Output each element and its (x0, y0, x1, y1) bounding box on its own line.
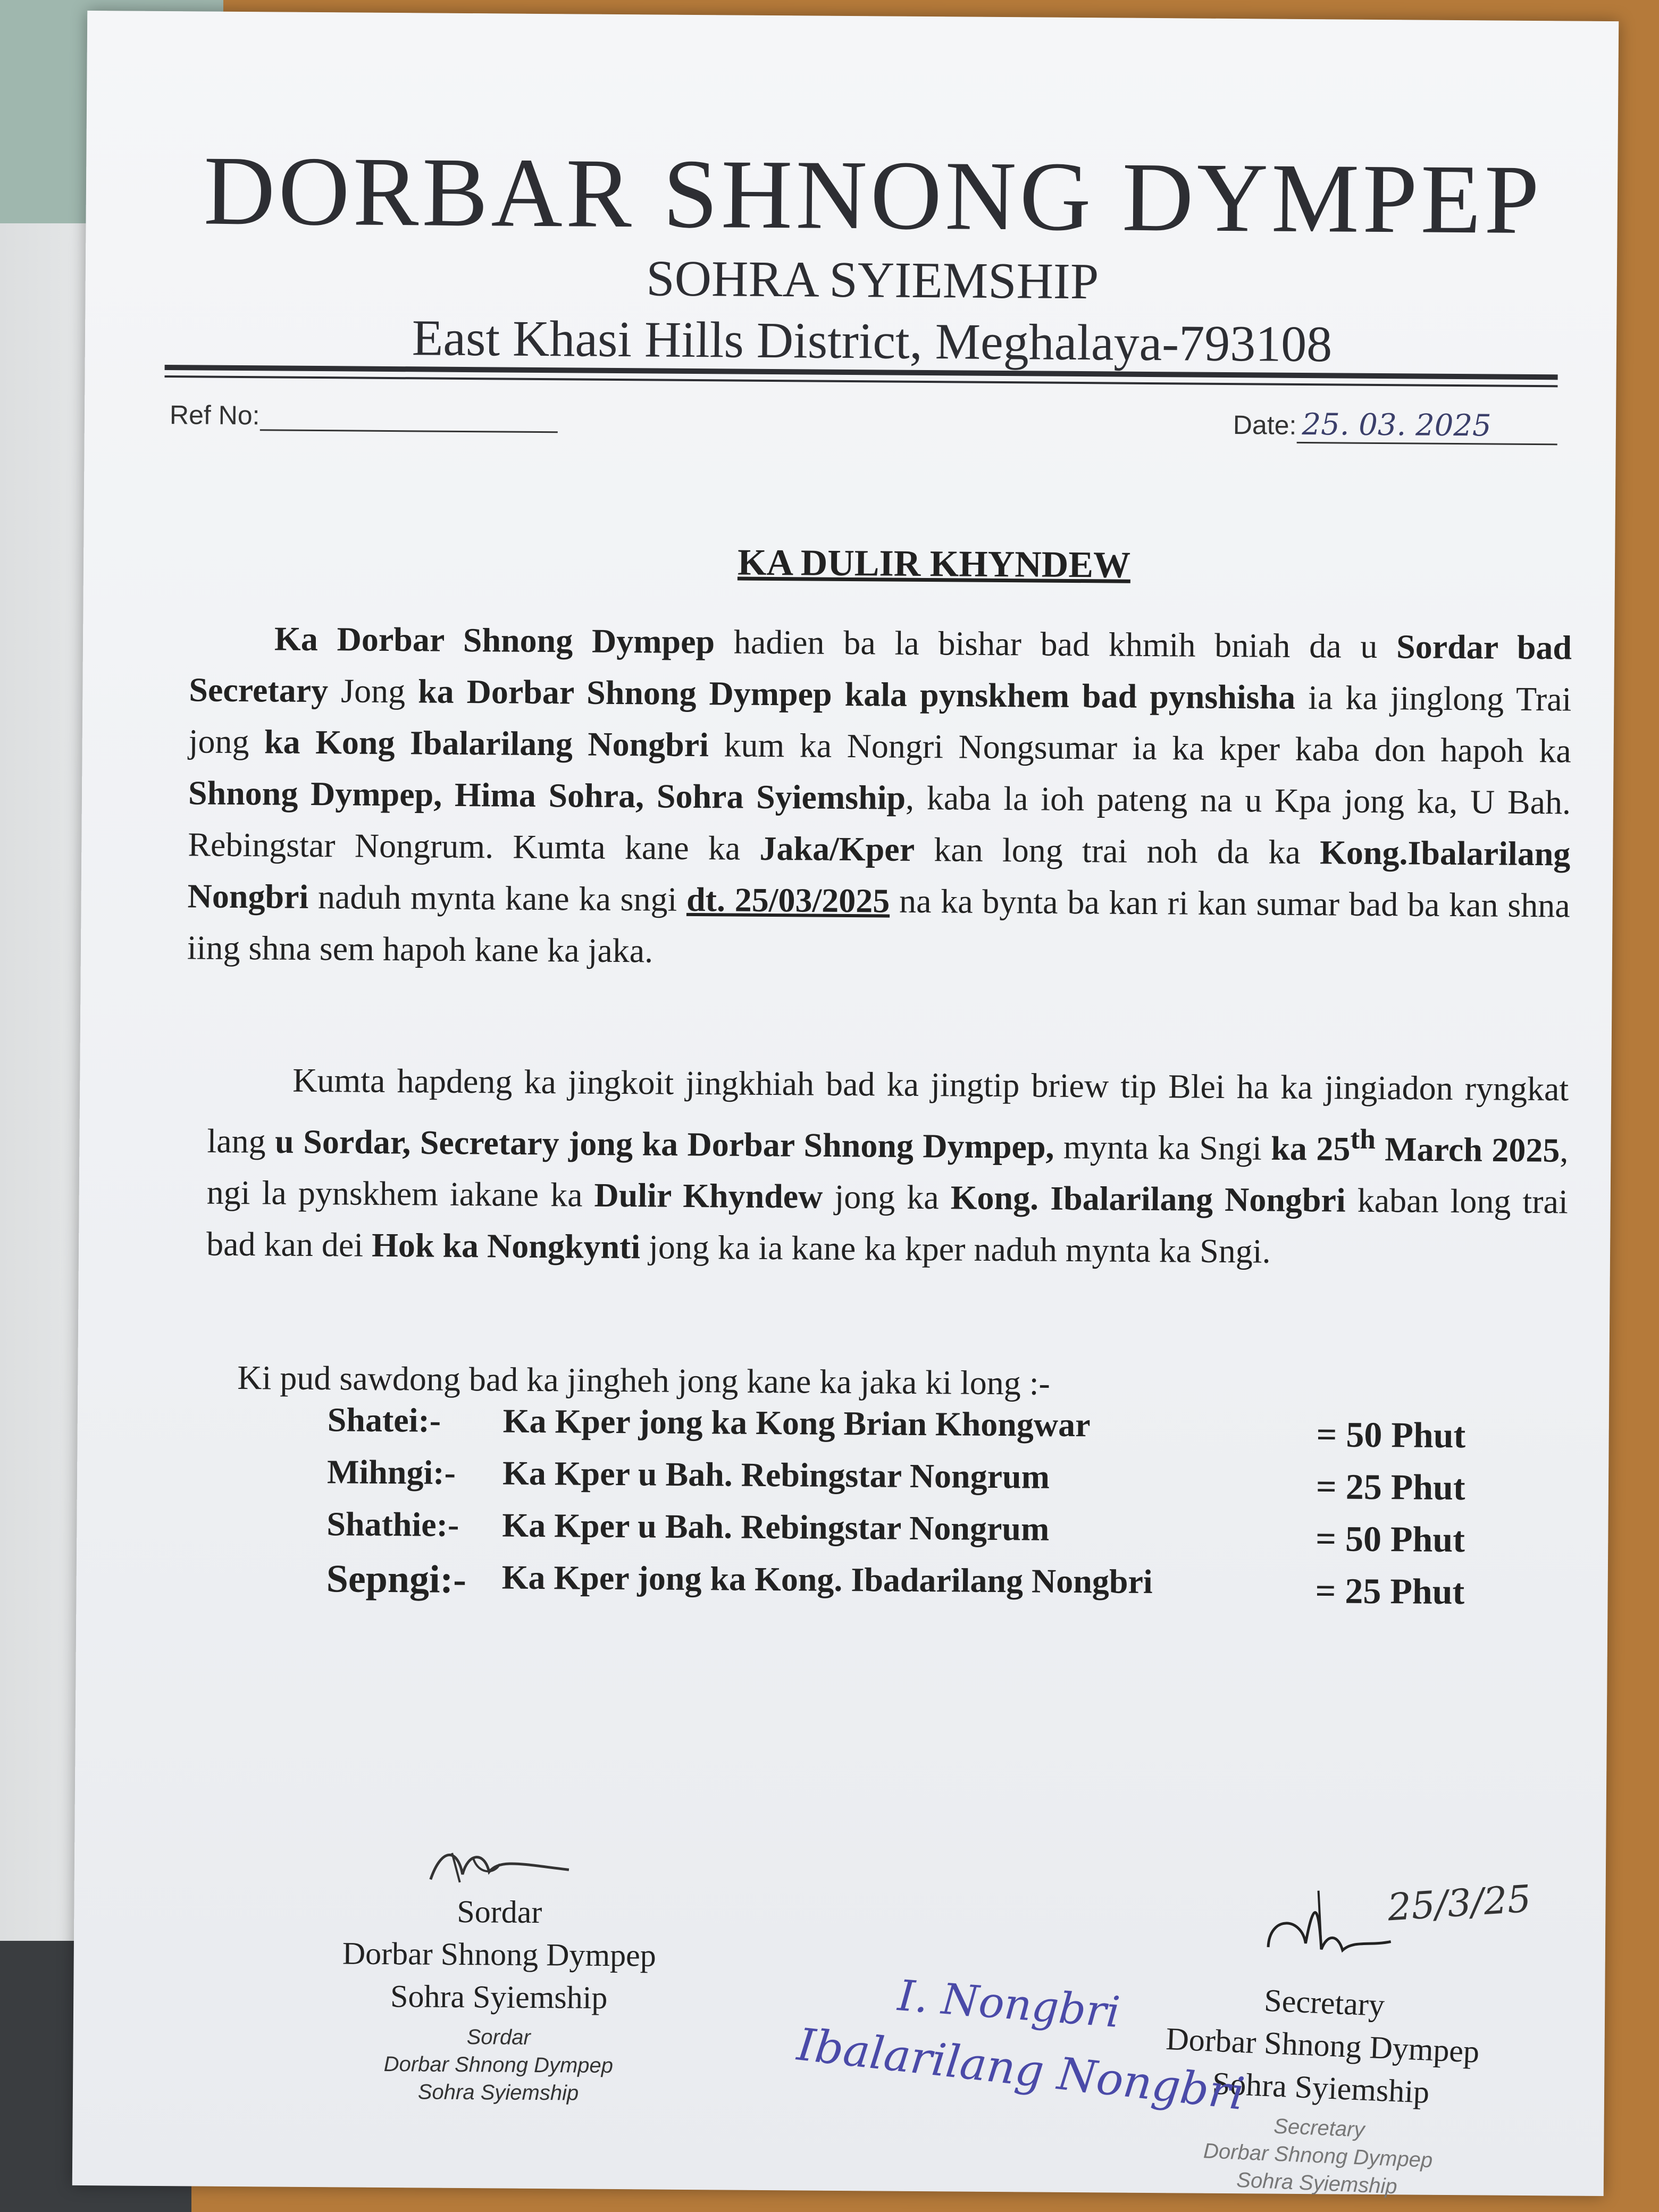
handwritten-name: Ibalarilang Nongbri (794, 2018, 1247, 2121)
boundary-measure: = 50 Phut (1316, 1414, 1466, 1456)
boundary-row (326, 1504, 1529, 1565)
secretary-org-sub: Sohra Syiemship (1211, 2065, 1430, 2110)
boundary-direction: Sepngi:- (326, 1557, 467, 1602)
date-value: 25. 03. 2025 (1296, 407, 1557, 445)
boundary-row (327, 1400, 1529, 1461)
para2-text: mynta ka Sngi (1054, 1128, 1271, 1167)
boundary-schedule (326, 1400, 1529, 1617)
boundary-direction: Shathie:- (326, 1505, 459, 1544)
signature-scribble-icon (1246, 1882, 1409, 1984)
document-page (72, 11, 1619, 2199)
para2-text: Dulir Khyndew (594, 1176, 823, 1216)
para1-text: Sordar bad Secretary (189, 627, 1572, 710)
secretary-org: Dorbar Shnong Dympep (1165, 2021, 1480, 2069)
para1-text: kan long trai noh da ka (914, 830, 1320, 872)
para1-text: naduh mynta kane ka sngi (308, 877, 687, 918)
boundary-measure: = 25 Phut (1315, 1570, 1465, 1612)
boundary-measure: = 50 Phut (1316, 1518, 1465, 1560)
para2-text: u Sordar, Secretary jong ka Dorbar Shnong Dympep, (274, 1122, 1054, 1166)
para2-text: March 2025 (1375, 1130, 1560, 1169)
handwritten-initial: I. Nongbri (896, 1971, 1122, 2038)
para1-text: ka Dorbar Shnong Dympep kala pynskhem bad pynshisha (417, 672, 1296, 716)
para2-text: jong ka ia kane ka kper naduh mynta ka Sngi. (640, 1228, 1271, 1270)
para1-text: ka Kong Ibalarilang Nongbri (264, 723, 709, 764)
boundary-intro: Ki pud sawdong bad ka jingheh jong kane ka jaka ki long :- (237, 1359, 1051, 1402)
para2-text: ka 25 (1271, 1129, 1351, 1168)
para1-text: na ka bynta ba kan ri kan sumar bad ba kan shna iing shna sem hapoh kane ka jaka. (187, 882, 1570, 970)
boundary-direction: Mihngi:- (326, 1453, 456, 1492)
paragraph-2 (206, 1054, 1569, 1279)
ref-no (170, 399, 558, 433)
para1-text: Jong (328, 672, 418, 710)
stamp-line: Sordar (466, 2025, 531, 2049)
stamp-line: Secretary (1273, 2114, 1365, 2142)
document-heading: KA DULIR KHYNDEW (737, 542, 1131, 586)
secretary-title: Secretary (1263, 1982, 1386, 2023)
date-label: Date: (1233, 410, 1297, 440)
para2-text: , ngi la pynskhem iakane ka (206, 1131, 1569, 1214)
boundary-measure: = 25 Phut (1316, 1466, 1465, 1508)
stamp-line: Dorbar Shnong Dympep (1203, 2139, 1434, 2173)
boundary-description: Ka Kper u Bah. Rebingstar Nongrum (502, 1454, 1050, 1496)
letterhead-title: DORBAR SHNONG DYMPEP (203, 136, 1543, 255)
boundary-row (327, 1452, 1529, 1513)
stamp-line: Sohra Syiemship (417, 2080, 579, 2105)
para1-text: kum ka Nongri Nongsumar ia ka kper kaba don hapoh ka (708, 726, 1571, 770)
paragraph-1 (187, 612, 1572, 983)
boundary-direction: Shatei:- (327, 1401, 441, 1439)
sordar-org: Dorbar Shnong Dympep (342, 1936, 656, 1973)
para1-text: Jaka/Kper (759, 829, 915, 868)
boundary-description: Ka Kper jong ka Kong Brian Khongwar (502, 1402, 1091, 1444)
para1-text: Kong.Ibalarilang Nongbri (187, 833, 1571, 916)
para1-text: hadien ba la bishar bad khmih bniah da u (714, 623, 1397, 666)
boundary-row (326, 1556, 1528, 1617)
stamp-line: Sohra Syiemship (1236, 2168, 1398, 2199)
para2-text: Kumta hapdeng ka jingkoit jingkhiah bad ka jingtip briew tip Blei ha ka jingiadon ryngkat lang (207, 1061, 1569, 1160)
ref-label: Ref No: (169, 400, 260, 431)
boundary-description: Ka Kper u Bah. Rebingstar Nongrum (502, 1506, 1050, 1548)
para2-text: kaban long trai bad kan dei (206, 1181, 1569, 1264)
stamp-line: Dorbar Shnong Dympep (383, 2052, 614, 2077)
signature-block-secretary (1077, 1876, 1569, 2207)
para2-text: Kong. Ibalarilang Nongbri (950, 1178, 1346, 1219)
sordar-stamp (296, 2022, 701, 2108)
boundary-description: Ka Kper jong ka Kong. Ibadarilang Nongbri (501, 1558, 1153, 1601)
para1-date: dt. 25/03/2025 (686, 880, 890, 920)
para2-superscript: th (1350, 1122, 1376, 1155)
para2-text: Hok ka Nongkynti (371, 1226, 641, 1266)
para1-text: ia ka jinglong Trai jong (188, 678, 1572, 761)
sordar-title: Sordar (457, 1893, 542, 1930)
secretary-stamp (1077, 2104, 1559, 2207)
para1-text: Shnong Dympep, Hima Sohra, Sohra Syiemship (188, 774, 906, 817)
letterhead-address: East Khasi Hills District, Meghalaya-793108 (412, 309, 1333, 373)
para2-text: jong ka (823, 1178, 951, 1217)
signature-block-sordar (296, 1841, 702, 2108)
sordar-org-sub: Sohra Syiemship (390, 1979, 608, 2015)
date-field (1233, 407, 1557, 445)
signature-scribble-icon (409, 1842, 591, 1891)
para1-text: Ka Dorbar Shnong Dympep (274, 619, 715, 661)
ref-blank-line (259, 408, 557, 433)
letterhead-subtitle: SOHRA SYIEMSHIP (646, 249, 1099, 310)
para1-text: , kaba la ioh pateng na u Kpa jong ka, U Bah. Rebingstar Nongrum. Kumta kane ka (188, 778, 1571, 867)
secretary-handwritten-date: 25/3/25 (1386, 1876, 1532, 1930)
